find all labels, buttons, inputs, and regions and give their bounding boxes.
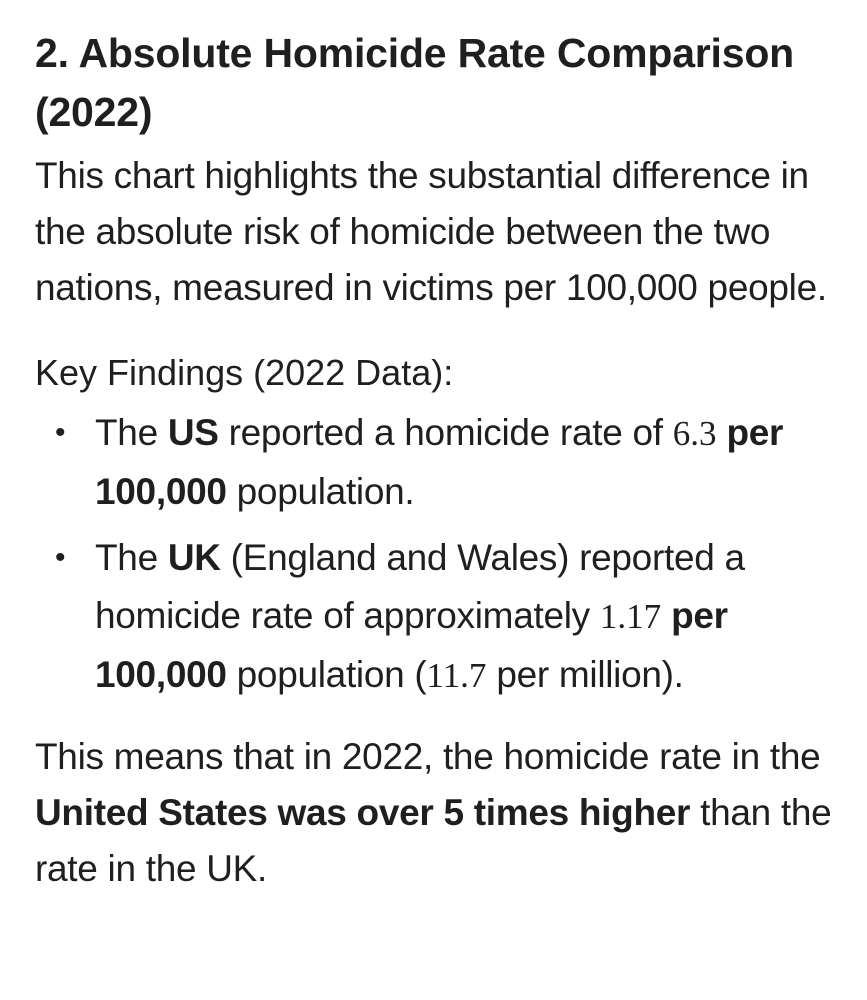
uk-text-1: The bbox=[95, 537, 168, 578]
us-text-2: reported a homicide rate of bbox=[218, 412, 673, 453]
list-item-uk bbox=[35, 529, 833, 705]
conclusion-paragraph bbox=[35, 729, 833, 897]
uk-rate-per-million: 11.7 bbox=[426, 656, 487, 695]
us-country: US bbox=[167, 412, 219, 453]
findings-heading: Key Findings (2022 Data): bbox=[35, 352, 454, 393]
uk-country: UK bbox=[167, 537, 221, 578]
intro-paragraph: This chart highlights the substantial difference in the absolute risk of homicide between the two nations, measured in victims per 100,000 people. bbox=[35, 155, 827, 308]
findings-list bbox=[35, 404, 833, 705]
us-rate: 6.3 bbox=[672, 414, 717, 453]
list-item-us bbox=[35, 404, 833, 521]
us-rate-unit: per 100,000 bbox=[95, 412, 784, 512]
bullet-icon: • bbox=[55, 416, 66, 449]
conclusion-emphasis: United States was over 5 times higher bbox=[35, 792, 691, 833]
us-text-1: The bbox=[95, 412, 168, 453]
uk-text-3: population ( bbox=[226, 654, 427, 695]
conclusion-text-2: than the rate in the UK. bbox=[35, 792, 832, 889]
uk-text-2: (England and Wales) reported a homicide rate of approximately bbox=[95, 537, 745, 636]
uk-text-4: per million). bbox=[486, 654, 684, 695]
conclusion-text-1: This means that in 2022, the homicide rate in the bbox=[35, 736, 821, 777]
uk-rate: 1.17 bbox=[599, 597, 662, 636]
bullet-icon: • bbox=[55, 541, 66, 574]
us-text-3: population. bbox=[226, 471, 415, 512]
uk-rate-unit: per 100,000 bbox=[95, 595, 728, 695]
section-title: 2. Absolute Homicide Rate Comparison (2022) bbox=[35, 30, 795, 135]
